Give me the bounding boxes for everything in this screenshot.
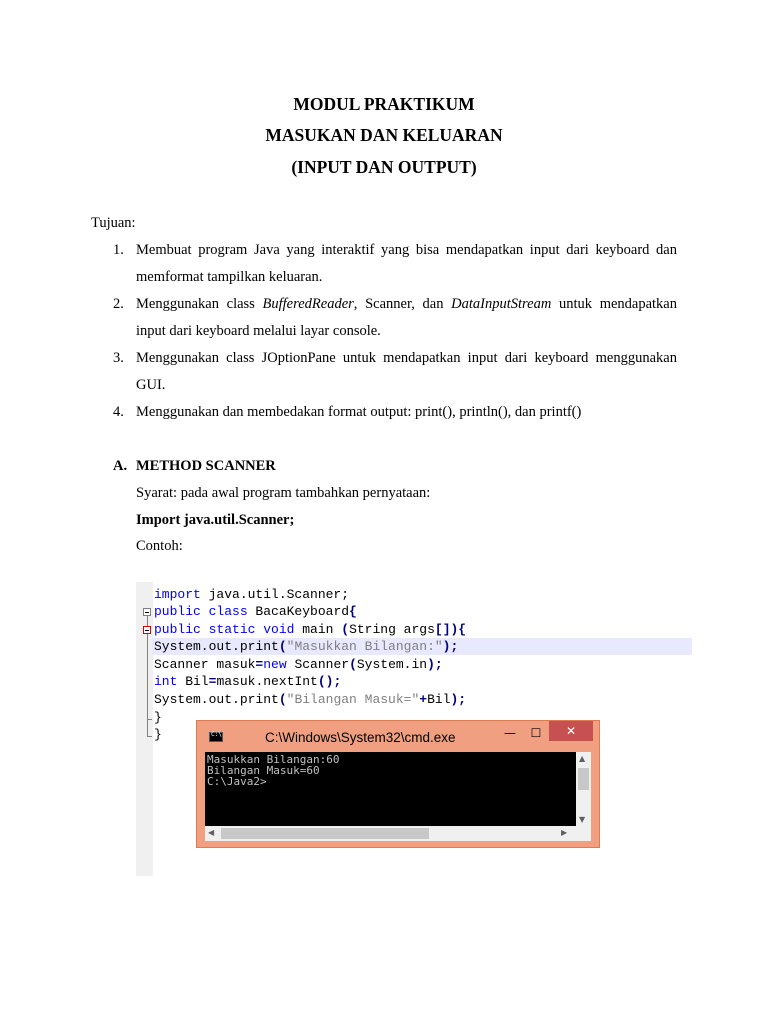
code-line-9: } xyxy=(154,727,162,742)
code-line-4: System.out.print("Masukkan Bilangan:"); xyxy=(154,639,459,654)
code-line-6: int Bil=masuk.nextInt(); xyxy=(154,674,342,689)
item-4-line-1: Menggunakan dan membedakan format output: print(), println(), dan printf() xyxy=(136,404,582,420)
close-button[interactable]: ✕ xyxy=(549,721,593,741)
import-statement: Import java.util.Scanner; xyxy=(136,512,295,528)
syarat-text: Syarat: pada awal program tambahkan pernyataan: xyxy=(136,485,431,501)
item-1-line-1: Membuat program Java yang interaktif yang bisa mendapatkan input dari keyboard dan xyxy=(136,242,677,258)
section-a-label: A. xyxy=(113,458,128,474)
item-2-line-1: Menggunakan class BufferedReader, Scanner, dan DataInputStream untuk mendapatkan xyxy=(136,296,677,312)
console-output[interactable] xyxy=(205,752,591,826)
cmd-icon xyxy=(209,732,223,742)
item-3-line-1: Menggunakan class JOptionPane untuk mendapatkan input dari keyboard menggunakan xyxy=(136,350,677,366)
vertical-scrollbar[interactable] xyxy=(576,752,591,826)
fold-guide-class xyxy=(147,719,148,736)
code-line-5: Scanner masuk=new Scanner(System.in); xyxy=(154,657,443,672)
title-line-2: MASUKAN DAN KELUARAN xyxy=(265,125,503,145)
code-line-3: public static void main (String args[]){ xyxy=(154,622,467,637)
fold-guide xyxy=(147,616,148,626)
minimize-button[interactable]: — xyxy=(504,726,516,740)
console-line-3: C:\Java2> xyxy=(207,775,267,788)
code-line-2: public class BacaKeyboard{ xyxy=(154,604,357,619)
vertical-scroll-thumb[interactable] xyxy=(578,768,589,790)
console-line-2: Bilangan Masuk=60 xyxy=(207,764,320,777)
cmd-window[interactable] xyxy=(196,720,600,848)
scroll-left-icon[interactable]: ◀ xyxy=(208,828,215,837)
code-line-8: } xyxy=(154,710,162,725)
tujuan-heading: Tujuan: xyxy=(91,215,136,231)
code-line-1: import java.util.Scanner; xyxy=(154,587,350,602)
scroll-down-icon[interactable]: ▼ xyxy=(579,815,586,824)
horizontal-scroll-thumb[interactable] xyxy=(221,828,429,839)
maximize-button[interactable]: ☐ xyxy=(530,726,542,740)
title-line-3: (INPUT DAN OUTPUT) xyxy=(291,157,477,177)
item-1-number: 1. xyxy=(113,242,124,258)
code-line-7: System.out.print("Bilangan Masuk="+Bil); xyxy=(154,692,467,707)
fold-marker-main[interactable] xyxy=(143,626,151,634)
fold-end-class xyxy=(147,736,152,737)
item-2-line-2: input dari keyboard melalui layar console. xyxy=(136,323,381,339)
item-4-number: 4. xyxy=(113,404,124,420)
item-1-line-2: memformat tampilkan keluaran. xyxy=(136,269,323,285)
console-line-1: Masukkan Bilangan:60 xyxy=(207,753,340,766)
item-2-number: 2. xyxy=(113,296,124,312)
item-3-line-2: GUI. xyxy=(136,377,166,393)
section-a-heading: METHOD SCANNER xyxy=(136,458,276,474)
scroll-up-icon[interactable]: ▲ xyxy=(579,754,586,763)
scroll-right-icon[interactable]: ▶ xyxy=(561,828,568,837)
contoh-label: Contoh: xyxy=(136,538,183,554)
horizontal-scrollbar[interactable] xyxy=(205,826,591,841)
item-3-number: 3. xyxy=(113,350,124,366)
title-line-1: MODUL PRAKTIKUM xyxy=(293,94,475,114)
fold-marker-class[interactable] xyxy=(143,608,151,616)
cmd-window-title: C:\Windows\System32\cmd.exe xyxy=(265,730,456,745)
fold-guide-main xyxy=(147,634,148,719)
